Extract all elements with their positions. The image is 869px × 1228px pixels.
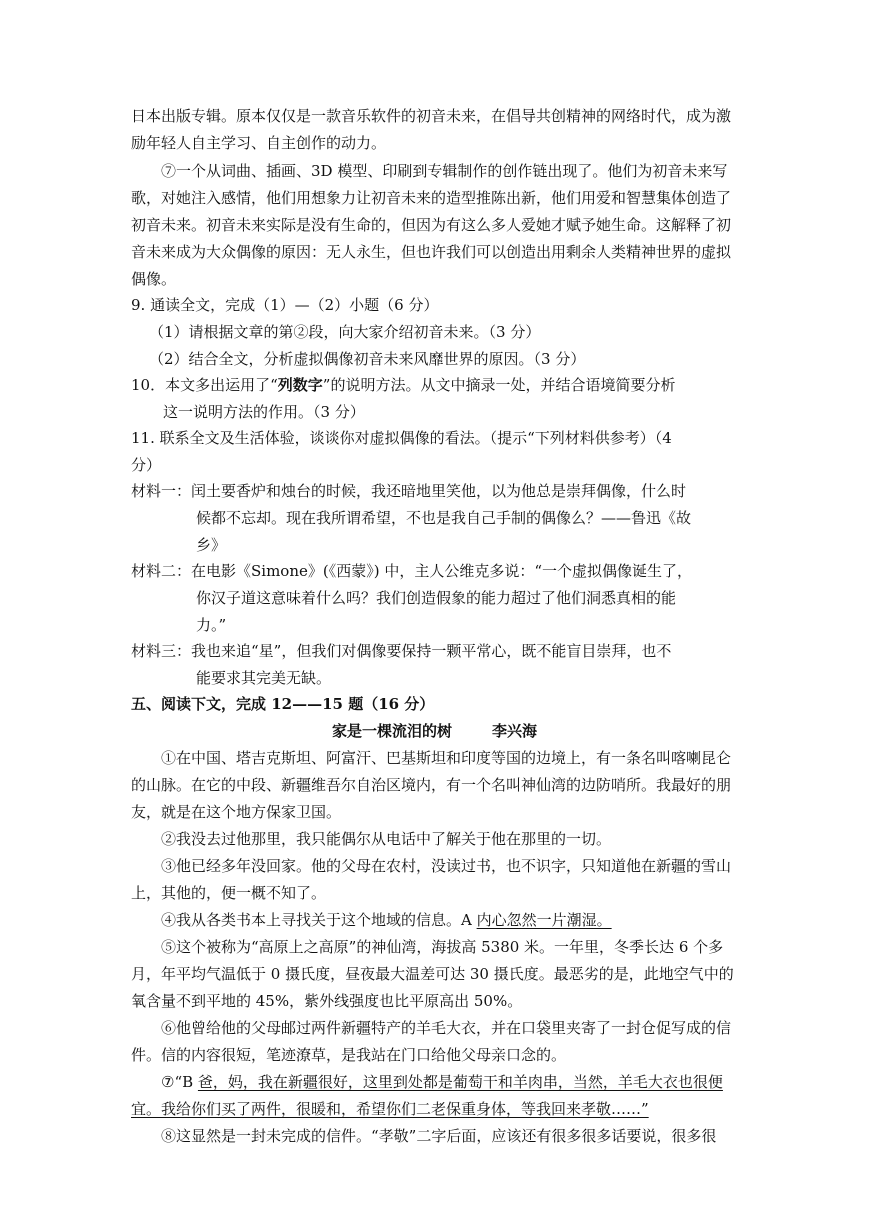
material-3-cont: 能要求其完美无缺。 <box>196 669 332 687</box>
article-title-text: 家是一棵流泪的树 <box>331 722 452 740</box>
paragraph-2: ②我没去过他那里，我只能偶尔从电话中了解关于他在那里的一切。 <box>161 830 612 848</box>
underlined-sentence-a: 内心忽然一片潮湿。 <box>476 911 612 929</box>
paragraph-line <box>131 1099 649 1119</box>
underlined-sentence-b: 爸，妈，我在新疆很好，这里到处都是葡萄干和羊肉串，当然，羊毛大衣也很便 <box>197 1073 723 1091</box>
paragraph-line: 氧含量不到平地的 45%，紫外线强度也比平原高出 50%。 <box>131 992 523 1010</box>
section-heading: 五、阅读下文，完成 12——15 题（16 分） <box>131 695 435 713</box>
material-1-cont: 乡》 <box>196 536 227 554</box>
article-title <box>0 721 869 741</box>
paragraph-5: ⑤这个被称为“高原上之高原”的神仙湾，海拔高 5380 米。一年里，冬季长达 6 个多 <box>161 938 724 956</box>
material-1-cont: 候都不忘却。现在我所谓希望，不也是我自己手制的偶像么？——鲁迅《故 <box>196 509 692 527</box>
paragraph-line: 歌，对她注入感情，他们用想象力让初音未来的造型推陈出新，他们用爱和智慧集体创造了 <box>131 189 732 207</box>
paragraph-line: 日本出版专辑。原本仅仅是一款音乐软件的初音未来，在倡导共创精神的网络时代，成为激 <box>131 107 732 125</box>
paragraph-line: 励年轻人自主学习、自主创作的动力。 <box>131 134 387 152</box>
question-11-cont: 分） <box>131 456 162 474</box>
paragraph-8: ⑧这显然是一封未完成的信件。“孝敬”二字后面，应该还有很多很多话要说，很多很 <box>161 1127 717 1145</box>
question-9-2: （2）结合全文，分析虚拟偶像初音未来风靡世界的原因。（3 分） <box>149 350 586 368</box>
paragraph-line: 件。信的内容很短，笔迹潦草，是我站在门口给他父母亲口念的。 <box>131 1046 567 1064</box>
question-10-bold-term: 列数字 <box>277 376 323 394</box>
underlined-sentence-b-cont: 宜。我给你们买了两件，很暖和，希望你们二老保重身体，等我回来孝敬……” <box>131 1100 649 1118</box>
paragraph-1: ①在中国、塔吉克斯坦、阿富汗、巴基斯坦和印度等国的边境上，有一条名叫喀喇昆仑 <box>161 749 732 767</box>
paragraph-line: 偶像。 <box>131 270 177 288</box>
paragraph-line: 月，年平均气温低于 0 摄氏度，昼夜最大温差可达 30 摄氏度。最恶劣的是，此地空气中的 <box>131 965 734 983</box>
question-10-text-a: 10．本文多出运用了“ <box>131 376 278 394</box>
article-author: 李兴海 <box>492 722 538 740</box>
paragraph-line: 初音未来。初音未来实际是没有生命的，但因为有这么多人爱她才赋予她生命。这解释了初 <box>131 216 732 234</box>
paragraph-3: ③他已经多年没回家。他的父母在农村，没读过书，也不识字，只知道他在新疆的雪山 <box>161 857 732 875</box>
paragraph-7b <box>161 1072 723 1092</box>
question-10-cont: 这一说明方法的作用。（3 分） <box>163 403 365 421</box>
material-2-cont: 力。” <box>196 616 227 634</box>
paragraph-line: 的山脉。在它的中段、新疆维吾尔自治区境内，有一个名叫神仙湾的边防哨所。我最好的朋 <box>131 776 732 794</box>
material-2-cont: 你汉子道这意味着什么吗？我们创造假象的能力超过了他们洞悉真相的能 <box>196 589 677 607</box>
paragraph-4-text: ④我从各类书本上寻找关于这个地域的信息。A <box>161 911 477 929</box>
paragraph-6: ⑥他曾给他的父母邮过两件新疆特产的羊毛大衣，并在口袋里夹寄了一封仓促写成的信 <box>161 1019 732 1037</box>
material-1: 材料一：闰土要香炉和烛台的时候，我还暗地里笑他，以为他总是崇拜偶像，什么时 <box>131 482 687 500</box>
paragraph-line: 上，其他的，便一概不知了。 <box>131 884 327 902</box>
question-9: 9. 通读全文，完成（1）—（2）小题（6 分） <box>131 296 439 314</box>
material-3: 材料三：我也来追“星”，但我们对偶像要保持一颗平常心，既不能盲目崇拜，也不 <box>131 642 672 660</box>
material-2: 材料二：在电影《Simone》(《西蒙》) 中，主人公维克多说：“一个虚拟偶像诞生了， <box>131 562 693 580</box>
question-9-1: （1）请根据文章的第②段，向大家介绍初音未来。（3 分） <box>149 323 541 341</box>
paragraph-line: 音未来成为大众偶像的原因：无人永生，但也许我们可以创造出用剩余人类精神世界的虚拟 <box>131 243 732 261</box>
question-11: 11. 联系全文及生活体验，谈谈你对虚拟偶像的看法。（提示“下列材料供参考）（4 <box>131 429 672 447</box>
paragraph-line: 友，就是在这个地方保家卫国。 <box>131 803 342 821</box>
paragraph-7b-label: ⑦“B <box>161 1073 198 1091</box>
paragraph-7: ⑦一个从词曲、插画、3D 模型、印刷到专辑制作的创作链出现了。他们为初音未来写 <box>161 162 728 180</box>
paragraph-4 <box>161 910 612 930</box>
question-10 <box>131 375 675 395</box>
question-10-text-b: ”的说明方法。从文中摘录一处，并结合语境简要分析 <box>322 376 676 394</box>
